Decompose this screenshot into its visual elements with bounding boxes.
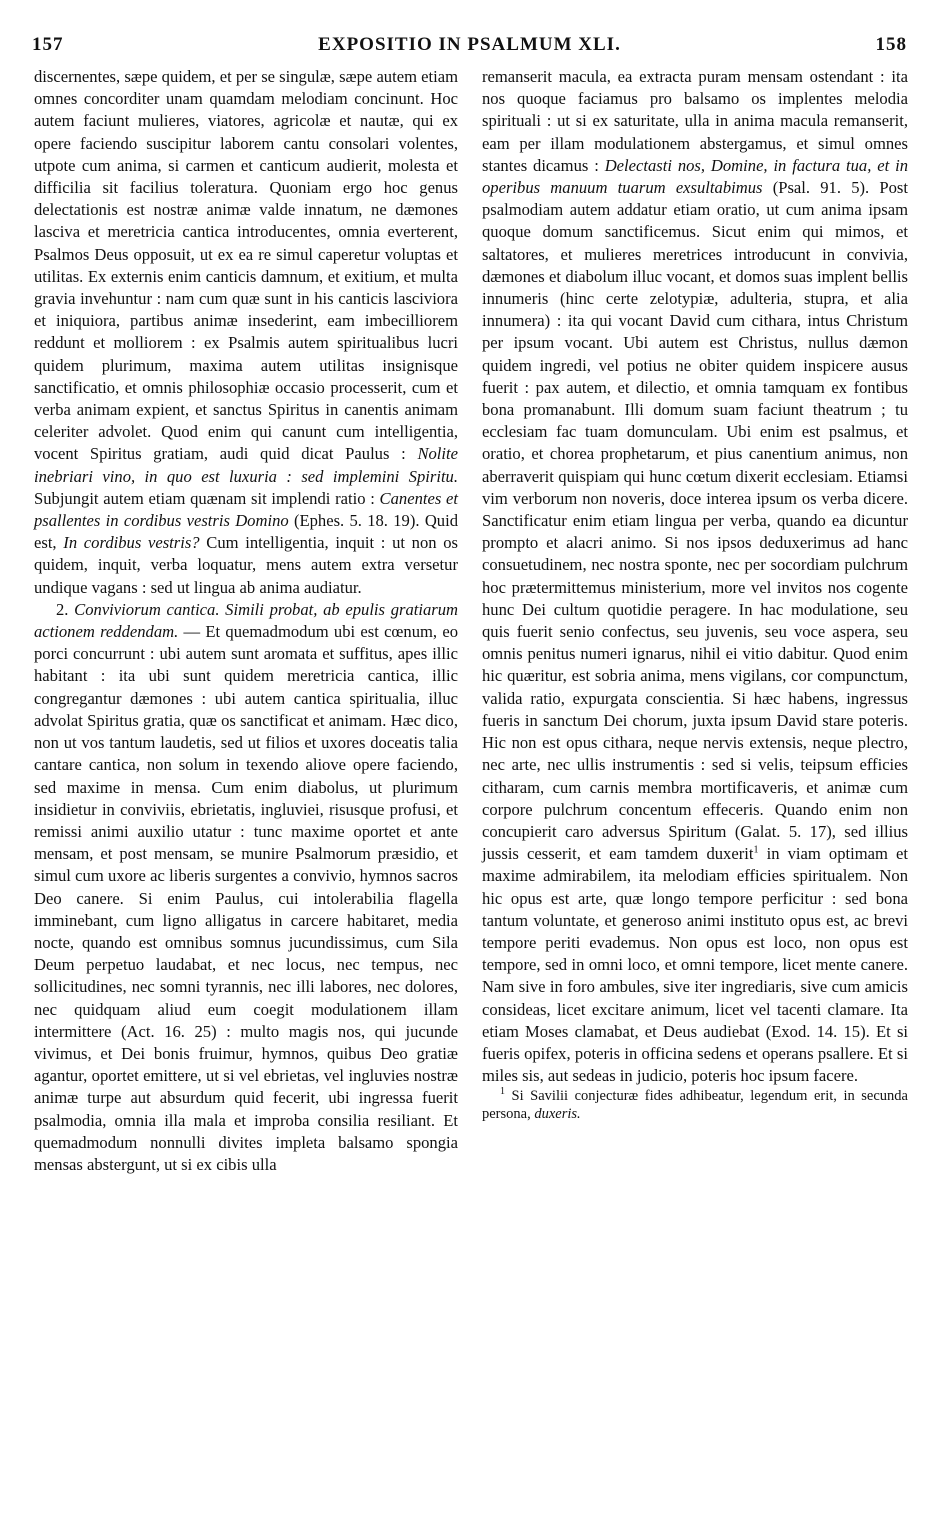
running-header: [32, 28, 907, 62]
scripture-reference: (Act. 16. 25): [120, 1021, 217, 1041]
footnote: [482, 1087, 908, 1123]
scripture-reference: (Exod. 14. 15).: [765, 1021, 870, 1041]
left-page-number: 157: [32, 34, 64, 55]
right-column: [482, 66, 908, 1123]
italic-quote: Canentes et psallentes in cordibus vestris Domino: [34, 488, 458, 531]
body-text: remanserit macula, ea extracta puram mensam ostendant : ita nos quoque faciamus pro balsamo os implentes melodia spirituali : ut si ex saturitate, ulla in anima macula remanserit, eam per illam modulationem abstergamus, et simul omnes stantes dicamus :: [482, 67, 908, 175]
body-text: — Et quemadmodum ubi est cœnum, eo porci concurrunt : ubi autem sunt aromata et suffitus, apes illic habitant : ita ubi sunt quidem meretricia cantica, illic congregantur dæmones : ubi autem cantica spiritualia, illuc advolat Spiritus gratia, quæ os sanctificat et animam. Hæc dico, non ut vos tantum laudetis, sed ut filios et uxores doceatis talia cantare cantica, non solum in texendo aliove opere faciendo, sed maxime in mensa. Cum enim diabolus, ut plurimum insidietur in conviviis, ebrietatis, ingluviei, risusque profusi, et remissi animi auxilio utatur : tunc maxime oportet et ante mensam, et post mensam, se munire Psalmorum præsidio, et simul cum uxore ac liberis surgentes a convivio, hymnos sacros Deo canere. Si enim Paulus, cui intolerabilia flagella imminebant, cum ligno alligatus in carcere habitaret, media nocte, quando est omnibus somnus jucundissimus, cum Sila Deum perpetuo laudabat, et nec locus, nec tempus, nec sollicitudines, nec somni tyrannis, nec illi labores, nec dolores, nec quidquam aliud eum coegit modulationem illam intermittere: [34, 622, 458, 1041]
left-paragraph-2: [34, 599, 458, 1176]
body-text: Subjungit autem etiam quænam sit implendi ratio :: [34, 488, 375, 508]
body-text: sed illius jussis cesserit, et eam tamdem duxerit: [482, 821, 908, 864]
left-paragraph-1: [34, 66, 458, 599]
body-text: discernentes, sæpe quidem, et per se singulæ, sæpe autem etiam omnes concorditer unam quamdam melodiam concinunt. Hoc autem faciunt mulieres, viatores, agricolæ et nautæ, qui ex opere faciendo suscipitur laborem cantu consolari volentes, utpote cum anima, si carmen et canticum audierit, molesta et difficilia sit facilius toleratura. Quoniam ergo hoc genus delectationis est nostræ animæ valde innatum, ne dæmones lasciva et meretricia cantica introducentes, omnia everterent, Psalmos Deus opposuit, ut ex ea re simul caperetur voluptas et utilitas. Ex externis enim canticis damnum, et exitium, et multa gravia invehuntur : nam cum quæ sunt in his canticis lasciviora et iniquiora, partibus animæ insederint, eam imbecilliorem reddunt et molliorem : ex Psalmis autem spiritualibus lucri quidem plurimum, maxima autem utilitas insignisque sanctificatio, et omnis philosophiæ occasio processerit, cum et verba animam expient, et sanctus Spiritus in canentis animam celeriter advolet. Quod enim qui canunt cum intelligentia, vocent Spiritus gratiam, audi quid dicat Paulus :: [34, 67, 458, 464]
italic-quote: In cordibus vestris?: [63, 533, 200, 553]
section-number: 2.: [56, 599, 69, 619]
body-text: Et si fueris opifex, poteris in officina sedens et operans psallere. Et si miles sis, aut sedeas in judicio, poteris hoc ipsum facere.: [482, 1021, 909, 1086]
scripture-reference: (Galat. 5. 17),: [734, 821, 836, 841]
italic-quote: Nolite inebriari vino, in quo est luxuria : sed implemini Spiritu.: [34, 444, 458, 486]
footnote-number: 1: [500, 1086, 505, 1098]
right-page-number: 158: [875, 34, 907, 55]
left-column: [34, 66, 458, 1176]
footnote-text: Si Savilii conjecturæ fides adhibeatur, legendum erit, in secunda persona,: [482, 1088, 908, 1123]
right-paragraph-1: [482, 66, 908, 1087]
body-text: Cum intelligentia, inquit : ut non os quidem, inquit, verba loquatur, mens autem extra versetur undique vagans : sed ut lingua ab anima audiatur.: [34, 533, 459, 597]
italic-quote: Delectasti nos, Domine, in factura tua, et in operibus manuum tuarum exsultabimus: [482, 155, 908, 198]
footnote-marker: 1: [753, 844, 759, 856]
body-text: : multo magis nos, qui jucunde vivimus, et Dei bonis fruimur, hymnos, quibus Deo gratiæ agantur, oportet emittere, ut si vel ebrietas, vel ingluvies nostræ animæ turpe aut absurdum quid fecerit, ubi ingressa fuerit psalmodia, omnia illa mala et improba consilia resiliant. Et quemadmodum nonnulli divites impleta balsamo spongia mensas abstergunt, ut si ex cibis ulla: [34, 1021, 458, 1174]
body-text: Quid est,: [34, 511, 458, 553]
body-text: in viam optimam et maxime admirabilem, ita melodiam efficies spiritualem. Non hic opus est arte, quæ longo tempore perficitur : sed bona tantum voluntate, et generoso animi instituto opus est, ac brevi tempore periti evademus. Non opus est loco, non opus est tempore, sed in omni loco, et omni tempore, licet mente canere. Nam sive in foro ambules, sive iter ingrediaris, sive cum amicis consideas, licet excitare animum, licet vel tacenti clamare. Ita etiam Moses clamabat, et Deus audiebat: [482, 844, 908, 1041]
running-title: EXPOSITIO IN PSALMUM XLI.: [318, 34, 621, 55]
scripture-reference: (Psal. 91. 5).: [772, 178, 870, 198]
section-heading: Conviviorum cantica. Simili probat, ab epulis gratiarum actionem reddendam.: [34, 599, 458, 642]
footnote-italic: duxeris.: [534, 1106, 581, 1123]
body-text: Post psalmodiam autem addatur etiam oratio, ut cum anima ipsam quoque domum sanctificemus. Sicut enim qui mimos, et saltatores, et mulieres meretrices introducunt in convivia, dæmones et diabolum illuc vocant, et domos suas implent bellis innumeris (hinc certe zelotypiæ, adulteria, stupra, et alia innumera) : ita qui vocant David cum cithara, intus Christum per ipsum vocant. Ubi autem est Christus, nullus dæmon quidem ingredi, vel potius ne obiter quidem inspicere ausus fuerit : pax autem, et dilectio, et omnia tamquam ex fontibus bona promanabunt. Illi domum suam faciunt theatrum ; tu ecclesiam fac tuam domunculam. Ubi enim est psalmus, et oratio, et chorea prophetarum, et pius canentium animus, non aberraverit quispiam qui hunc cœtum dixerit ecclesiam. Etiamsi vim verborum non noveris, doce interea ipsum os verba dicere. Sanctificatur enim etiam lingua per verba, quando ea dicuntur prompto et alacri animo. Si nos ipsos deduxerimus ad hanc consuetudinem, nec nostra sponte, nec per socordiam pulchrum hoc prætermittemus ministerium, more vel invitos nos cogente hunc Dei cultum quotidie peragere. In hac modulatione, seu quis fuerit senio confectus, seu juvenis, seu voce aspera, seu omnis penitus numeri ignarus, nihil ei vitio dabitur. Quod enim hic quæritur, est sobria anima, mens vigilans, cor compunctum, valida ratio, expurgata conscientia. Si hæc habens, ingressus fueris in sanctum Dei chorum, juxta ipsum David stare poteris. Hic non est opus cithara, neque nervis extensis, neque plectro, nec arte, nec ullis instrumentis : sed si velis, teipsum efficies citharam, cum carnis membra mortificaveris, et animæ cum corpore pulchrum concentum effeceris. Quando enim non concupierit caro adversus Spiritum: [482, 178, 908, 841]
scripture-reference: (Ephes. 5. 18. 19).: [293, 511, 420, 531]
